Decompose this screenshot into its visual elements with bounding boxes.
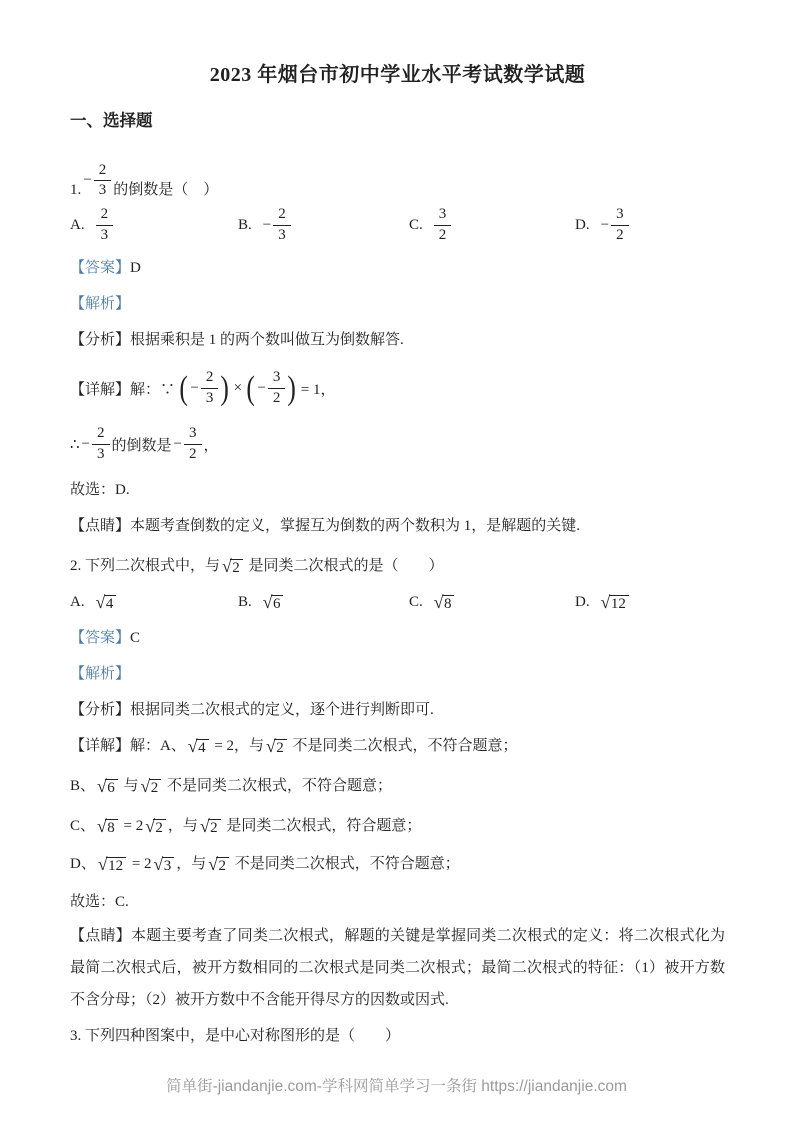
option-c-value — [432, 591, 457, 613]
option-a-label: A. — [70, 594, 85, 611]
question-1-options — [70, 207, 725, 244]
option-d-value — [599, 207, 631, 244]
square-root: √ 4 — [96, 594, 117, 613]
question-1-detail-line — [70, 364, 725, 414]
square-root: √ 6 — [263, 594, 284, 613]
question-1-point-line — [70, 514, 725, 538]
question-3-stem: 3. 下列四种图案中，是中心对称图形的是（ ） — [70, 1028, 401, 1045]
detail-a-text: 解：A、 √ 4 = 2，与 √ 2 不是同类二次根式，不符合题意； — [130, 736, 518, 757]
square-root: √ 12 — [98, 856, 126, 875]
question-1-fenxi-line — [70, 328, 725, 352]
section-heading: 一、选择题 — [70, 111, 153, 130]
question-2-choose-line: 故选：C. — [70, 894, 129, 911]
question-2-detail-c: C、 √ 8 = 2 √ 2 ，与 √ 2 是同类二次根式，符合题意； — [70, 816, 422, 837]
dianjing-label: 【点睛】 — [70, 928, 131, 945]
square-root: √ 4 — [188, 738, 209, 757]
square-root: √ 8 — [97, 818, 118, 837]
question-1-answer-line — [70, 256, 725, 280]
question-2-jiexi-line — [70, 662, 725, 686]
fraction: ( − $\frac{3}{2}$ ) — [246, 369, 297, 407]
question-1-option-a — [70, 207, 238, 244]
square-root: √ 6 — [97, 778, 118, 797]
question-2-detail-a — [70, 734, 725, 758]
jiexi-label: 【解析】 — [70, 666, 131, 683]
square-root: √ 3 — [154, 856, 175, 875]
fraction: ( − $\frac{2}{3}$ ) — [179, 369, 230, 407]
fraction: − $\frac{2}{3}$ — [82, 426, 110, 463]
fraction: − $\frac{2}{3}$ — [263, 207, 291, 244]
square-root: √ 2 — [141, 778, 162, 797]
option-d-label: D. — [575, 216, 590, 233]
page-title: 2023 年烟台市初中学业水平考试数学试题 — [209, 64, 586, 86]
answer-label: 【答案】 — [70, 259, 131, 276]
fenxi-text: 根据乘积是 1 的两个数叫做互为倒数解答. — [130, 331, 404, 348]
fraction: − $\frac{2}{3}$ — [83, 163, 111, 200]
dianjing-text: 本题考查倒数的定义，掌握互为倒数的两个数积为 1，是解题的关键. — [130, 517, 581, 534]
fraction: $\frac{2}{3}$ — [96, 207, 114, 244]
conclusion-formula: ∴ − $\frac{2}{3}$ 的倒数是 − $\frac{3}{2}$ ， — [70, 425, 219, 462]
xiangjie-label: 【详解】 — [70, 738, 131, 755]
question-1-option-b — [238, 207, 409, 244]
square-root: √ 2 — [266, 738, 287, 757]
question-1-stem: 1. − $\frac{2}{3}$ 的倒数是（ ） — [70, 161, 219, 199]
question-2-option-c — [409, 591, 575, 613]
answer-value: D — [130, 259, 141, 276]
option-a-value — [94, 207, 116, 244]
question-2-point-paragraph — [70, 920, 725, 1016]
footer-watermark: 简单街-jiandanjie.com-学科网简单学习一条街 https://jiandanjie.com — [166, 1078, 627, 1095]
option-b-label: B. — [238, 594, 252, 611]
question-1-option-c — [409, 207, 575, 244]
square-root: √ 8 — [434, 594, 455, 613]
question-1-conclusion-line — [70, 420, 725, 470]
fenxi-label: 【分析】 — [70, 702, 131, 719]
dianjing-label: 【点睛】 — [70, 517, 131, 534]
question-2-option-b — [238, 591, 409, 613]
question-2-stem: 2. 下列二次根式中，与 √ 2 是同类二次根式的是（ ） — [70, 555, 444, 576]
option-c-value — [432, 207, 454, 244]
question-1-choose-line: 故选：D. — [70, 481, 130, 498]
option-b-label: B. — [238, 216, 252, 233]
question-2-options — [70, 591, 725, 613]
question-1-jiexi-line — [70, 292, 725, 316]
option-a-label: A. — [70, 216, 85, 233]
fenxi-text: 根据同类二次根式的定义，逐个进行判断即可. — [130, 702, 434, 719]
xiangjie-label: 【详解】 — [70, 382, 131, 398]
option-a-value — [94, 591, 119, 613]
answer-value: C — [130, 630, 141, 647]
question-2-option-a — [70, 591, 238, 613]
option-c-label: C. — [409, 594, 423, 611]
option-d-label: D. — [575, 594, 590, 611]
fenxi-label: 【分析】 — [70, 331, 131, 348]
question-2-fenxi-line — [70, 698, 725, 722]
detail-formula: 解：∵ ( − $\frac{2}{3}$ ) × ( − $\frac{3}{2}$ ) = 1， — [130, 369, 336, 407]
option-d-value — [599, 591, 631, 613]
square-root: √ 2 — [222, 558, 243, 577]
fraction: $\frac{3}{2}$ — [434, 207, 452, 244]
fraction: − $\frac{3}{2}$ — [174, 426, 202, 463]
option-b-value — [261, 207, 293, 244]
option-c-label: C. — [409, 216, 423, 233]
question-2-answer-line — [70, 626, 725, 650]
square-root: √ 12 — [601, 594, 629, 613]
square-root: √ 2 — [200, 818, 221, 837]
square-root: √ 2 — [208, 856, 229, 875]
answer-label: 【答案】 — [70, 630, 131, 647]
question-2-detail-d: D、 √ 12 = 2 √ 3 ，与 √ 2 不是同类二次根式，不符合题意； — [70, 854, 460, 875]
option-b-value — [261, 591, 286, 613]
dianjing-text: 本题主要考查了同类二次根式，解题的关键是掌握同类二次根式的定义：将二次根式化为最简二次根式后，被开方数相同的二次根式是同类二次根式；最简二次根式的特征：（1）被开方数不含分母；（2）被开方数中不含能开得尽方的因数或因式. — [70, 928, 725, 1009]
question-2-option-d — [575, 591, 725, 613]
question-1-option-d — [575, 207, 725, 244]
fraction: − $\frac{3}{2}$ — [601, 207, 629, 244]
question-2-detail-b: B、 √ 6 与 √ 2 不是同类二次根式，不符合题意； — [70, 776, 392, 797]
square-root: √ 2 — [145, 818, 166, 837]
jiexi-label: 【解析】 — [70, 295, 131, 312]
